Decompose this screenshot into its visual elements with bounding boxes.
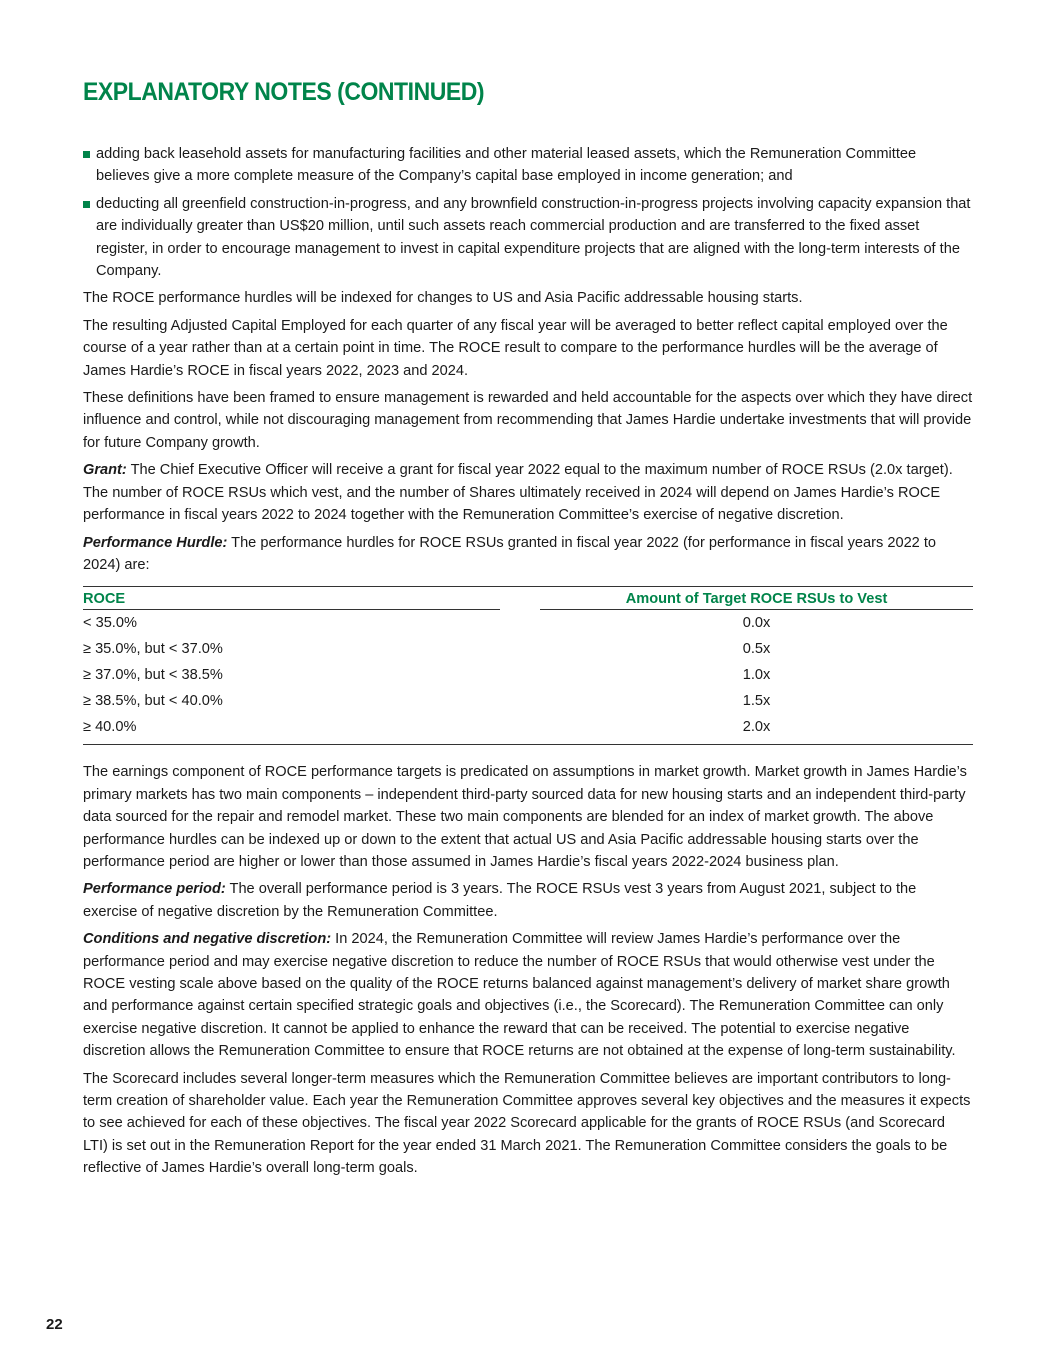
- paragraph-scorecard: The Scorecard includes several longer-term measures which the Remuneration Committee believes are important contributors to long-term creation of shareholder value. Each year the Remuneration Committee approves several key objectives and the measures it expects to see achieved for each of these objectives. The fiscal year 2022 Scorecard applicable for the grants of ROCE RSUs (and Scorecard LTI) is set out in the Remuneration Report for the year ended 31 March 2021. The Remuneration Committee considers the goals to be reflective of James Hardie’s overall long-term goals.: [83, 1070, 971, 1177]
- period-label: Performance period:: [83, 881, 226, 898]
- square-bullet-icon: [83, 201, 90, 208]
- bullet-list: [83, 143, 973, 282]
- paragraph-performance-hurdle: Performance Hurdle: The performance hurdles for ROCE RSUs granted in fiscal year 2022 (for performance in fiscal years 2022 to 2024) are:: [83, 534, 937, 573]
- roce-vesting-table: [83, 586, 973, 745]
- document-page: [83, 78, 973, 1185]
- conditions-label: Conditions and negative discretion:: [83, 931, 332, 948]
- paragraph-performance-period: Performance period: The overall performance period is 3 years. The ROCE RSUs vest 3 years from August 2021, subject to the exercise of negative discretion by the Remuneration Committee.: [83, 881, 917, 920]
- paragraph-adjusted-capital: The resulting Adjusted Capital Employed for each quarter of any fiscal year will be averaged to better reflect capital employed over the course of a year rather than at a certain point in time. The ROCE result to compare to the performance hurdles will be the average of James Hardie’s ROCE in fiscal years 2022, 2023 and 2024.: [83, 317, 948, 379]
- list-item: adding back leasehold assets for manufacturing facilities and other material leased assets, which the Remuneration Committee believes give a more complete measure of the Company’s capital base employed in income generation; and: [83, 143, 973, 188]
- paragraph-grant: Grant: The Chief Executive Officer will receive a grant for fiscal year 2022 equal to the maximum number of ROCE RSUs (2.0x target). The number of ROCE RSUs which vest, and the number of Shares ultimately received in 2024 will depend on James Hardie’s ROCE performance in fiscal years 2022 to 2024 together with the Remuneration Committee’s exercise of negative discretion.: [83, 462, 953, 524]
- paragraph-indexing: The ROCE performance hurdles will be indexed for changes to US and Asia Pacific addressable housing starts.: [83, 290, 803, 307]
- table-row: ≥ 35.0%, but < 37.0% 0.5x: [83, 641, 771, 658]
- column-header-amount: Amount of Target ROCE RSUs to Vest: [540, 586, 973, 610]
- paragraph-earnings-component: The earnings component of ROCE performance targets is predicated on assumptions in market growth. Market growth in James Hardie’s primary markets has two main components – independent third-party sourced data for new housing starts and an independent third-party data sourced for the repair and remodel market. These two main components are blended for an index of market growth. The above performance hurdles can be indexed up or down to the extent that actual US and Asia Pacific addressable housing starts over the performance period are higher or lower than those assumed in James Hardie’s fiscal years 2022-2024 business plan.: [83, 764, 967, 870]
- column-header-roce: ROCE: [83, 586, 500, 610]
- page-number: 22: [46, 1316, 63, 1333]
- table-row: ≥ 37.0%, but < 38.5% 1.0x: [83, 667, 771, 684]
- page-title: EXPLANATORY NOTES (CONTINUED): [83, 78, 485, 106]
- hurdle-label: Performance Hurdle:: [83, 534, 228, 551]
- list-item: deducting all greenfield construction-in-progress, and any brownfield construction-in-progress projects involving capacity expansion that are individually greater than US$20 million, until such assets reach commercial production and are transferred to the fixed asset register, in order to encourage management to invest in capital expenditure projects that are aligned with the long-term interests of the Company.: [83, 193, 973, 283]
- table-row: ≥ 38.5%, but < 40.0% 1.5x: [83, 693, 771, 710]
- column-gap: [500, 586, 540, 610]
- paragraph-definitions: These definitions have been framed to ensure management is rewarded and held accountable for the aspects over which they have direct influence and control, while not discouraging management from recommending that James Hardie undertake investments that will provide for future Company growth.: [83, 390, 973, 451]
- paragraph-conditions: Conditions and negative discretion: In 2024, the Remuneration Committee will review James Hardie’s performance over the performance period and may exercise negative discretion to reduce the number of ROCE RSUs that would otherwise vest under the ROCE vesting scale above based on the quality of the ROCE returns balanced against management’s delivery of market share growth and performance against certain specified strategic goals and objectives (i.e., the Scorecard). The Remuneration Committee can only exercise negative discretion. It cannot be applied to enhance the reward that can be received. The potential to exercise negative discretion allows the Remuneration Committee to ensure that ROCE returns are not obtained at the expense of long-term sustainability.: [83, 931, 956, 1060]
- table-row: ≥ 40.0% 2.0x: [83, 714, 973, 745]
- table-row: < 35.0% 0.0x: [83, 615, 771, 632]
- grant-label: Grant:: [83, 462, 127, 479]
- square-bullet-icon: [83, 151, 90, 158]
